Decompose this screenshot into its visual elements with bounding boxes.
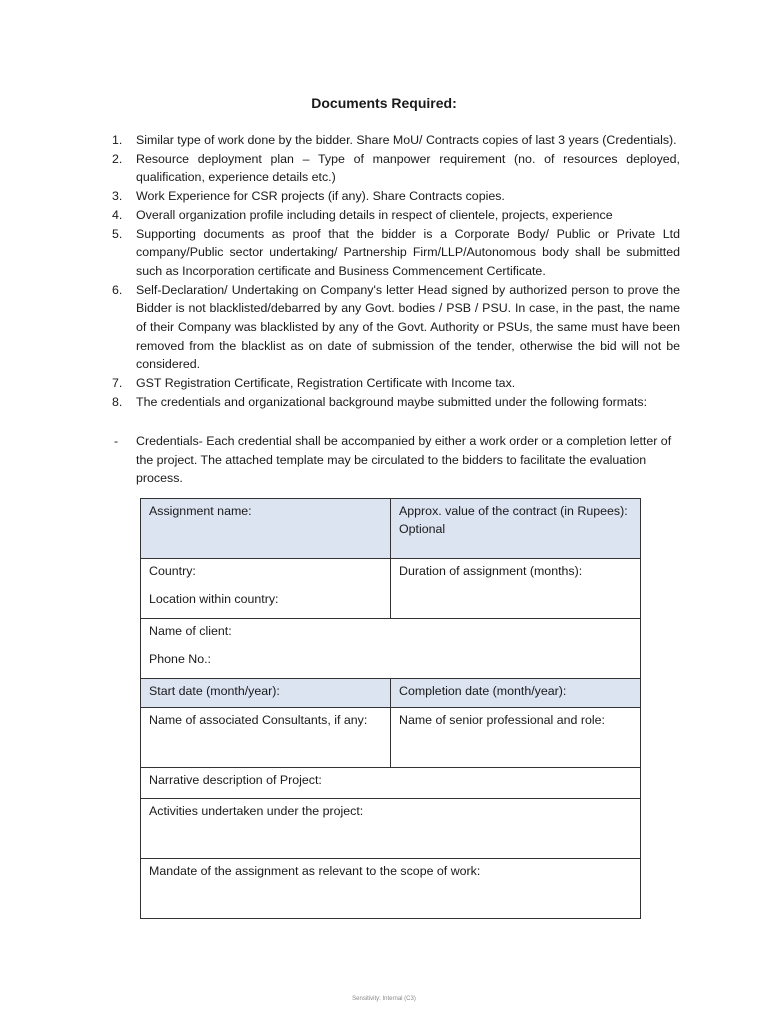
credentials-text: Credentials- Each credential shall be accompanied by either a work order or a completion letter of the project. The attached template may be circulated to the bidders to facilitate the evaluation process. — [136, 434, 672, 486]
document-title: Documents Required: — [311, 95, 457, 111]
item-number: 3. — [112, 189, 123, 204]
country-cell — [141, 559, 391, 619]
item-number: 1. — [112, 133, 123, 147]
item-text: The credentials and organizational background maybe submitted under the following formats: — [136, 394, 648, 409]
consultants-cell: Name of associated Consultants, if any: — [141, 708, 391, 768]
requirements-list — [108, 131, 680, 412]
client-name-label: Name of client: — [149, 624, 232, 638]
item-text: Work Experience for CSR projects (if any). Share Contracts copies. — [136, 189, 505, 204]
assignment-name-cell: Assignment name: — [141, 499, 391, 559]
item-number: 4. — [112, 207, 123, 222]
list-item — [108, 206, 680, 225]
list-item — [108, 225, 680, 281]
list-item — [108, 393, 680, 412]
senior-professional-cell: Name of senior professional and role: — [391, 708, 641, 768]
location-label: Location within country: — [149, 592, 279, 606]
item-text: GST Registration Certificate, Registration Certificate with Income tax. — [136, 376, 516, 391]
item-text: Supporting documents as proof that the bidder is a Corporate Body/ Public or Private Ltd company/Public sector undertaking/ Partnership Firm/LLP/Autonomous body shall be submitted such as Incorporation certificate and Business Commencement Certificate. — [136, 226, 680, 278]
item-number: 7. — [112, 376, 123, 391]
list-item — [108, 281, 680, 375]
item-number: 8. — [112, 394, 123, 409]
phone-label: Phone No.: — [149, 652, 211, 666]
completion-date-cell: Completion date (month/year): — [391, 679, 641, 708]
country-label: Country: — [149, 564, 196, 578]
duration-cell: Duration of assignment (months): — [391, 559, 641, 619]
list-item — [108, 150, 680, 187]
item-number: 2. — [112, 151, 123, 166]
item-text: Resource deployment plan – Type of manpower requirement (no. of resources deployed, qualification, experience details etc.) — [136, 151, 680, 185]
credentials-note — [108, 432, 680, 488]
item-text: Self-Declaration/ Undertaking on Company's letter Head signed by authorized person to prove the Bidder is not blacklisted/debarred by any Govt. bodies / PSB / PSU. In case, in the past, the name of their Company was blacklisted by any of the Govt. Authority or PSUs, the same must have been removed from the blacklist as on date of submission of the tender, otherwise the bid will not be considered. — [136, 282, 680, 372]
item-number: 5. — [112, 226, 123, 241]
list-item — [108, 374, 680, 393]
start-date-cell: Start date (month/year): — [141, 679, 391, 708]
sensitivity-footer: Sensitivity: Internal (C3) — [352, 996, 416, 1002]
list-item — [108, 187, 680, 206]
client-cell — [141, 619, 641, 679]
approx-value-cell: Approx. value of the contract (in Rupees): Optional — [391, 499, 641, 559]
activities-cell: Activities undertaken under the project: — [141, 799, 641, 859]
item-text: Similar type of work done by the bidder. Share MoU/ Contracts copies of last 3 years (Credentials). — [136, 133, 677, 147]
list-item — [108, 131, 680, 150]
dash-bullet: - — [114, 434, 119, 448]
mandate-cell: Mandate of the assignment as relevant to the scope of work: — [141, 859, 641, 919]
credential-template-table — [140, 498, 641, 919]
item-number: 6. — [112, 282, 123, 297]
narrative-cell: Narrative description of Project: — [141, 768, 641, 799]
item-text: Overall organization profile including details in respect of clientele, projects, experience — [136, 207, 613, 222]
